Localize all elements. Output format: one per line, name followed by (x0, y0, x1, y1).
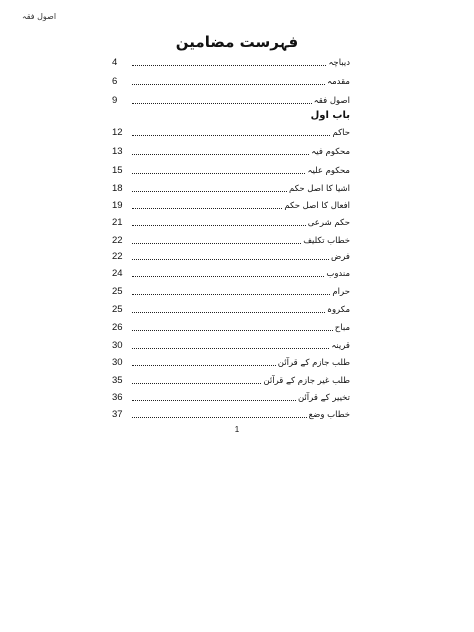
toc-entry[interactable] (112, 74, 350, 88)
toc-leader-dots (132, 399, 296, 401)
page-title: فہرست مضامین (175, 33, 299, 51)
toc-entry-label: مباح (334, 323, 350, 333)
toc-entry-label: حرام (332, 287, 350, 297)
toc-entry-label: محکوم فیہ (311, 147, 350, 157)
toc-entry-label: اشیا کا اصل حکم (288, 184, 350, 194)
toc-entry[interactable] (112, 266, 350, 280)
toc-leader-dots (132, 416, 307, 418)
toc-entry[interactable] (112, 373, 350, 387)
toc-entry[interactable] (112, 125, 350, 139)
toc-entry[interactable] (112, 181, 350, 195)
toc-leader-dots (132, 64, 326, 66)
toc-entry-label: خطاب وضع (308, 410, 350, 420)
toc-page-number: 19 (112, 200, 123, 211)
toc-entry-label: مکروہ (326, 305, 350, 315)
toc-entry-label: محکوم علیہ (307, 166, 350, 176)
page-number: 1 (234, 425, 240, 434)
toc-leader-dots (132, 242, 301, 244)
toc-page-number: 35 (112, 375, 123, 386)
toc-entry-label: دیباچہ (328, 58, 350, 68)
toc-entry-label: افعال کا اصل حکم (284, 201, 350, 211)
toc-leader-dots (132, 347, 329, 349)
toc-leader-dots (132, 275, 324, 277)
toc-entry-label: طلب جازم کے قرآئن (277, 358, 350, 368)
toc-entry-label: تخییر کے قرآئن (297, 393, 350, 403)
toc-entry[interactable] (112, 163, 350, 177)
toc-page-number: 25 (112, 304, 123, 315)
toc-leader-dots (132, 102, 312, 104)
toc-entry-label: طلب غیر جازم کے قرآئن (263, 376, 350, 386)
toc-page-number: 30 (112, 357, 123, 368)
toc-page-number: 25 (112, 286, 123, 297)
toc-page-number: 36 (112, 392, 123, 403)
toc-entry[interactable] (112, 93, 350, 107)
toc-entry-label: مقدمہ (327, 77, 350, 87)
toc-page-number: 22 (112, 251, 123, 262)
toc-entry-label: فرض (330, 252, 350, 262)
toc-entry[interactable] (112, 215, 350, 229)
toc-leader-dots (132, 258, 329, 260)
toc-leader-dots (132, 329, 333, 331)
toc-entry[interactable] (112, 355, 350, 369)
toc-leader-dots (132, 153, 309, 155)
section-heading: باب اول (310, 110, 350, 121)
toc-entry-label: خطاب تکلیف (303, 236, 350, 246)
toc-page-number: 9 (112, 95, 118, 106)
toc-entry-label: قرینہ (331, 341, 350, 351)
toc-page-number: 22 (112, 235, 123, 246)
toc-page-number: 30 (112, 340, 123, 351)
toc-leader-dots (132, 293, 330, 295)
toc-leader-dots (132, 172, 305, 174)
toc-page-number: 37 (112, 409, 123, 420)
toc-page-number: 18 (112, 183, 123, 194)
toc-leader-dots (132, 190, 287, 192)
toc-leader-dots (132, 364, 276, 366)
toc-page-number: 12 (112, 127, 123, 138)
toc-leader-dots (132, 311, 325, 313)
toc-page-number: 21 (112, 217, 123, 228)
toc-leader-dots (132, 134, 330, 136)
toc-entry[interactable] (112, 407, 350, 421)
toc-entry[interactable] (112, 284, 350, 298)
toc-page-number: 15 (112, 165, 123, 176)
toc-page-number: 4 (112, 57, 118, 68)
toc-page-number: 6 (112, 76, 118, 87)
toc-page-number: 13 (112, 146, 123, 157)
toc-leader-dots (132, 207, 282, 209)
toc-leader-dots (132, 382, 261, 384)
toc-page-number: 26 (112, 322, 123, 333)
toc-entry[interactable] (112, 320, 350, 334)
toc-entry[interactable] (112, 338, 350, 352)
toc-leader-dots (132, 83, 325, 85)
toc-entry[interactable] (112, 233, 350, 247)
toc-entry[interactable] (112, 390, 350, 404)
toc-entry-label: مندوب (326, 269, 350, 279)
toc-entry-label: حکم شرعی (307, 218, 350, 228)
toc-entry[interactable] (112, 55, 350, 69)
toc-entry-label: اصول فقہ (313, 96, 350, 106)
toc-entry[interactable] (112, 198, 350, 212)
toc-page-number: 24 (112, 268, 123, 279)
toc-entry[interactable] (112, 249, 350, 263)
toc-entry[interactable] (112, 302, 350, 316)
toc-entry-label: حاکم (332, 128, 350, 138)
header-corner-text: اصول فقہ (22, 12, 57, 21)
toc-entry[interactable] (112, 144, 350, 158)
toc-leader-dots (132, 224, 306, 226)
